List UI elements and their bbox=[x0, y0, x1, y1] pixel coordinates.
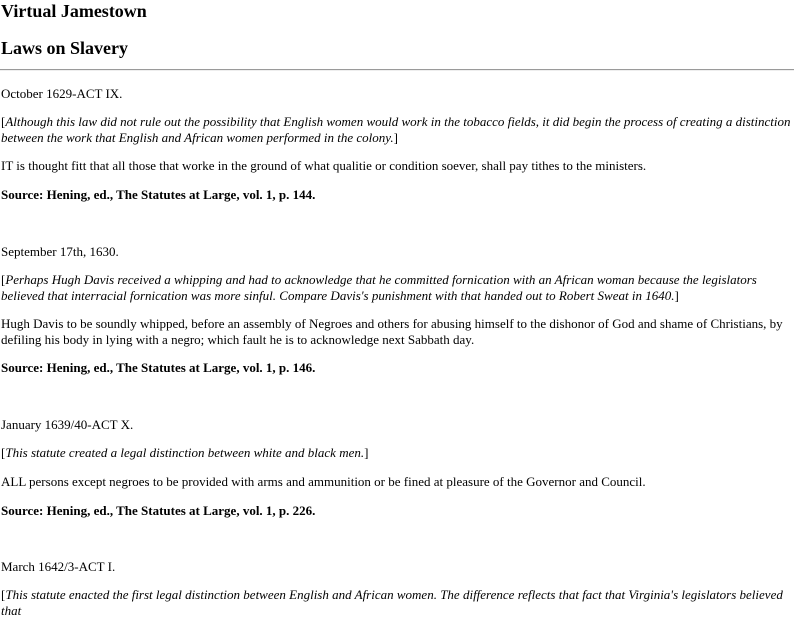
law-commentary-text: This statute enacted the first legal distinction between English and African women. The difference reflects that fact that Virginia's legislators believed that bbox=[1, 587, 783, 618]
law-commentary: [This statute enacted the first legal distinction between English and African women. The difference reflects that fact that Virginia's legislators believed that bbox=[1, 587, 783, 618]
law-source: Source: Hening, ed., The Statutes at Large, vol. 1, p. 226. bbox=[1, 503, 316, 518]
law-source: Source: Hening, ed., The Statutes at Large, vol. 1, p. 146. bbox=[1, 360, 316, 375]
law-commentary-text: Although this law did not rule out the possibility that English women would work in the tobacco fields, it did begin the process of creating a distinction between the work that English and African women performed in the colony. bbox=[1, 114, 791, 145]
law-date: March 1642/3-ACT I. bbox=[1, 559, 116, 574]
law-date: January 1639/40-ACT X. bbox=[1, 417, 134, 432]
law-commentary-text: This statute created a legal distinction between white and black men. bbox=[5, 445, 365, 460]
page-title: Laws on Slavery bbox=[1, 38, 129, 58]
law-source: Source: Hening, ed., The Statutes at Large, vol. 1, p. 144. bbox=[1, 187, 316, 202]
law-commentary: [Perhaps Hugh Davis received a whipping and had to acknowledge that he committed fornication with an African woman because the legislators believed that interracial fornication was more sinful. Compare Davis's punishment with that handed out to Robert Sweat in 1640.] bbox=[1, 272, 757, 303]
law-commentary-text: Perhaps Hugh Davis received a whipping and had to acknowledge that he committed fornication with an African woman because the legislators believed that interracial fornication was more sinful. Compare Davis's punishment with that handed out to Robert Sweat in 1640. bbox=[1, 272, 757, 303]
law-text: ALL persons except negroes to be provided with arms and ammunition or be fined at pleasure of the Governor and Council. bbox=[1, 474, 646, 489]
law-date: September 17th, 1630. bbox=[1, 244, 119, 259]
law-commentary: [This statute created a legal distinction between white and black men.] bbox=[1, 445, 369, 460]
site-title: Virtual Jamestown bbox=[1, 1, 147, 21]
law-text: Hugh Davis to be soundly whipped, before an assembly of Negroes and others for abusing himself to the dishonor of God and shame of Christians, by defiling his body in lying with a negro; which fault he is to acknowledge next Sabbath day. bbox=[1, 316, 783, 347]
law-text: IT is thought fitt that all those that worke in the ground of what qualitie or condition soever, shall pay tithes to the ministers. bbox=[1, 158, 647, 173]
law-date: October 1629-ACT IX. bbox=[1, 86, 123, 101]
header-divider bbox=[0, 69, 794, 71]
law-commentary: [Although this law did not rule out the possibility that English women would work in the tobacco fields, it did begin the process of creating a distinction between the work that English and African women performed in the colony.] bbox=[1, 114, 791, 145]
